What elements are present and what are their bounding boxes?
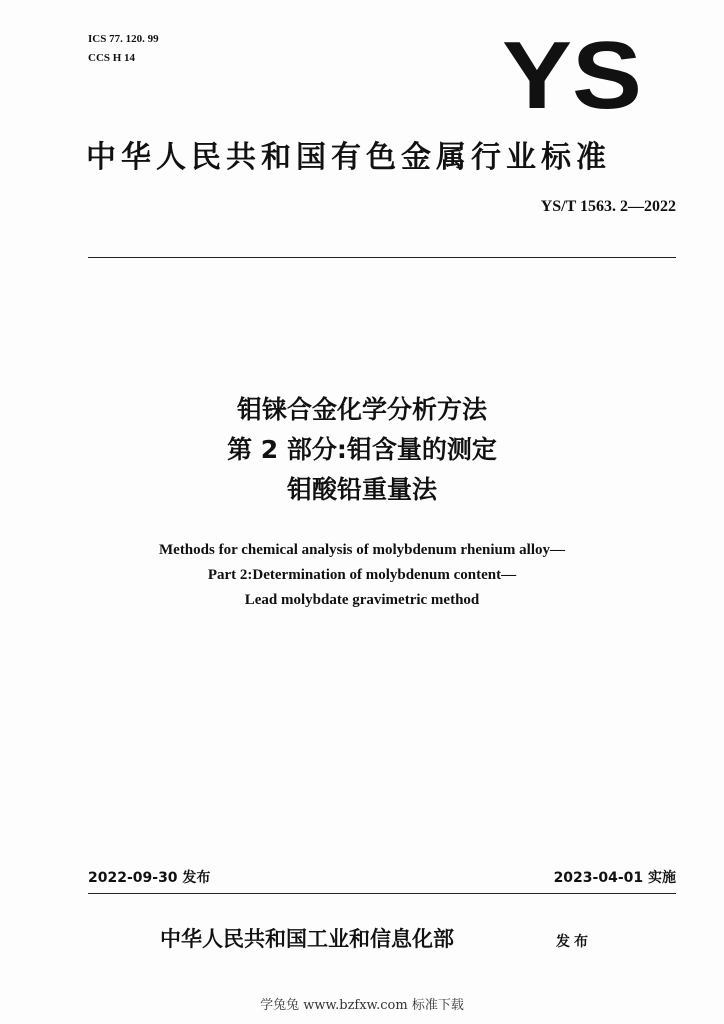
- implementation-date: 2023-04-01 实施: [553, 870, 676, 886]
- ics-code: ICS 77. 120. 99: [88, 33, 159, 45]
- organization-title: 中华人民共和国有色金属行业标准: [86, 140, 611, 175]
- header-divider: [88, 257, 676, 258]
- ys-logo-text: YS: [502, 34, 642, 116]
- footer-divider: [88, 893, 676, 894]
- date-row: [88, 867, 676, 891]
- english-title-line-3: Lead molybdate gravimetric method: [244, 592, 480, 608]
- ys-logo-graphic: [500, 34, 645, 116]
- watermark-text: 学兔兔 www.bzfxw.com 标准下载: [260, 998, 464, 1013]
- ccs-code: CCS H 14: [88, 52, 136, 64]
- ys-logo: [500, 34, 645, 116]
- standard-number: YS/T 1563. 2—2022: [540, 198, 676, 215]
- english-title-line-2: Part 2:Determination of molybdenum content—: [207, 567, 517, 583]
- classification-codes: [88, 30, 159, 68]
- issue-date: 2022-09-30 发布: [88, 870, 211, 886]
- chinese-title-line-2: 第 2 部分:钼含量的测定: [227, 435, 497, 464]
- issuing-authority: 中华人民共和国工业和信息化部: [160, 926, 454, 951]
- english-title: [0, 538, 724, 613]
- english-title-line-1: Methods for chemical analysis of molybdenum rhenium alloy—: [159, 542, 565, 558]
- issuing-label: 发布: [556, 934, 592, 950]
- chinese-title-line-3: 钼酸铅重量法: [286, 475, 437, 504]
- chinese-title-line-1: 钼铼合金化学分析方法: [236, 395, 487, 424]
- chinese-title: [0, 390, 724, 510]
